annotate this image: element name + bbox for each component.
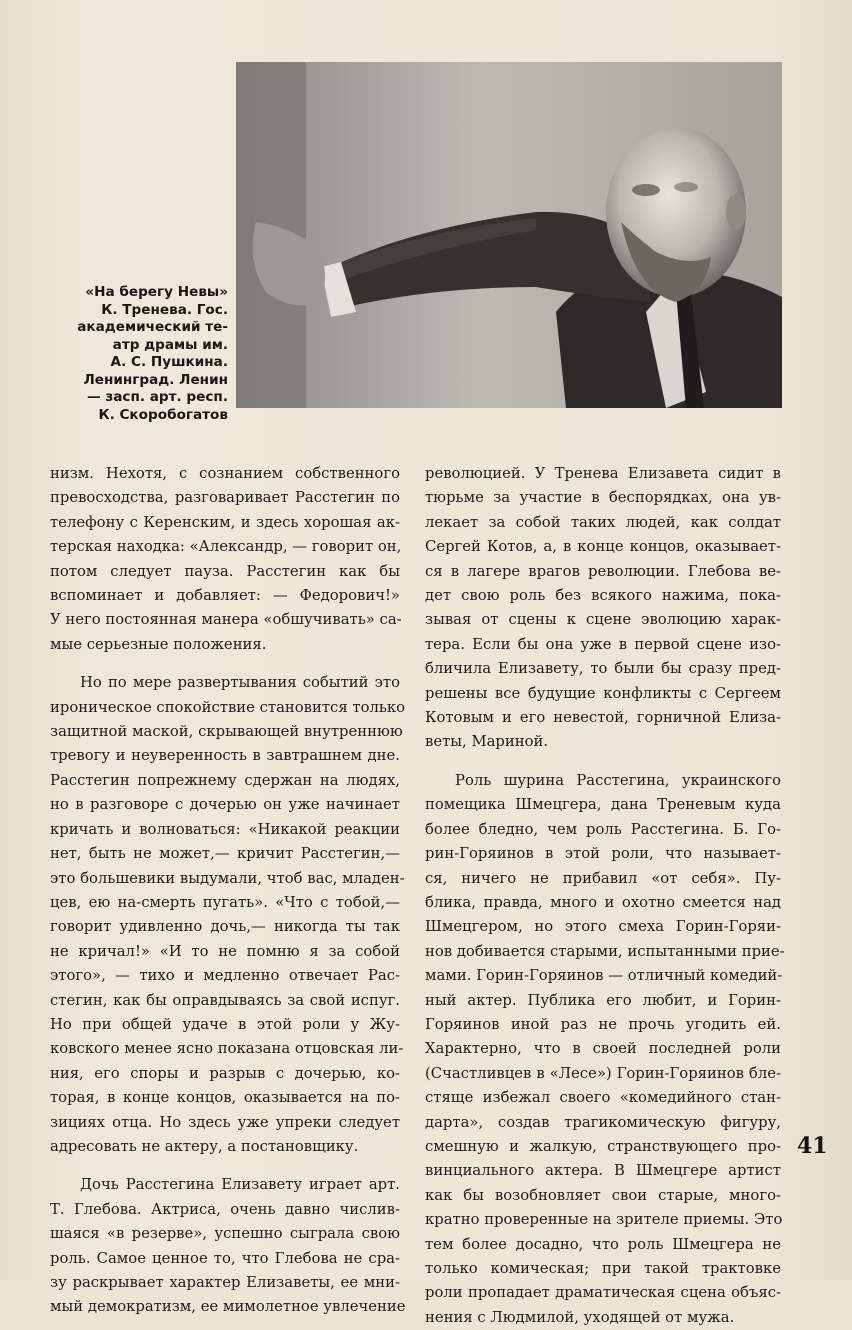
caption-line: атр драмы им. xyxy=(112,336,228,353)
text-line: но в разговоре с дочерью он уже начинает xyxy=(50,796,400,814)
text-line: лекает за собой таких людей, как солдат xyxy=(425,513,781,531)
text-line: Т. Глебова. Актриса, очень давно числив- xyxy=(50,1200,400,1218)
text-line: блика, правда, много и охотно смеется над xyxy=(425,893,781,911)
text-line: кричать и волноваться: «Никакой реакции xyxy=(50,820,400,838)
text-line: зициях отца. Но здесь уже упреки следует xyxy=(50,1113,400,1131)
text-line: терская находка: «Александр, — говорит он, xyxy=(50,538,402,556)
text-line: как бы возобновляет свои старые, много- xyxy=(425,1186,781,1204)
left-text-column xyxy=(50,462,406,1320)
text-line: низм. Нехотя, с сознанием собственного xyxy=(50,465,400,482)
text-line: говорит удивленно дочь,— никогда ты так xyxy=(50,918,400,936)
text-line: Расстегин попрежнему сдержан на людях, xyxy=(50,771,400,789)
text-line: Котовым и его невестой, горничной Елиза- xyxy=(425,709,781,727)
text-line: революцией. У Тренева Елизавета сидит в xyxy=(425,465,781,482)
caption-line: А. С. Пушкина. xyxy=(110,354,228,370)
caption-line: «На берегу Невы» xyxy=(85,284,228,300)
text-line: превосходства, разговаривает Расстегин по xyxy=(50,489,400,507)
text-line: У него постоянная манера «обшучивать» са- xyxy=(50,611,402,629)
right-text-column xyxy=(425,462,785,1330)
text-line: Горяинов иной раз не прочь угодить ей. xyxy=(425,1015,781,1033)
text-line: Шмецгером, но этого смеха Горин-Горяи- xyxy=(425,918,781,936)
text-line: смешную и жалкую, странствующего про- xyxy=(425,1137,781,1155)
text-line: Но при общей удаче в этой роли у Жу- xyxy=(50,1015,400,1033)
text-line: ный актер. Публика его любит, и Горин- xyxy=(425,991,781,1009)
text-line: ковского менее ясно показана отцовская ли- xyxy=(50,1040,404,1058)
text-line: мые серьезные положения. xyxy=(50,635,267,653)
text-line: Роль шурина Расстегина, украинского xyxy=(455,771,781,789)
text-line: мый демократизм, ее мимолетное увлечение xyxy=(50,1298,406,1316)
text-line: нения с Людмилой, уходящей от мужа. xyxy=(425,1308,735,1326)
text-line: помещика Шмецгера, дана Треневым куда xyxy=(425,796,781,814)
text-line: рин-Горяинов в этой роли, что называет- xyxy=(425,845,781,863)
text-line: ся в лагере врагов революции. Глебова ве- xyxy=(425,562,781,580)
text-line: Дочь Расстегина Елизавету играет арт. xyxy=(80,1176,400,1194)
text-line: дарта», создав трагикомическую фигуру, xyxy=(425,1113,781,1131)
text-line: тюрьме за участие в беспорядках, она ув- xyxy=(425,489,781,507)
caption-line: Ленинград. Ленин xyxy=(83,371,228,388)
paragraph xyxy=(425,462,781,755)
text-line: дет свою роль без всякого нажима, пока- xyxy=(425,587,781,605)
text-line: потом следует пауза. Расстегин как бы xyxy=(50,562,400,580)
text-line: защитной маской, скрывающей внутреннюю xyxy=(50,723,403,741)
text-line: зу раскрывает характер Елизаветы, ее мни- xyxy=(50,1274,400,1291)
text-line: веты, Мариной. xyxy=(425,733,549,751)
text-line: Но по мере развертывания событий это xyxy=(80,674,400,692)
text-line: нет, быть не может,— кричит Расстегин,— xyxy=(50,845,400,863)
text-line: бличила Елизавету, то были бы сразу пред- xyxy=(425,660,781,678)
theatre-photo xyxy=(236,62,782,408)
text-line: адресовать не актеру, а постановщику. xyxy=(50,1137,359,1155)
paragraph xyxy=(50,462,400,657)
text-line: винциального актера. В Шмецгере артист xyxy=(425,1162,781,1180)
text-line: стяще избежал своего «комедийного стан- xyxy=(425,1089,781,1107)
text-line: нов добивается старыми, испытанными прие- xyxy=(425,942,785,960)
text-line: кратно проверенные на зрителе приемы. Это xyxy=(425,1211,783,1229)
text-line: роль. Самое ценное то, что Глебова не сра- xyxy=(50,1249,400,1267)
text-line: мами. Горин-Горяинов — отличный комедий- xyxy=(425,967,783,985)
page-number: 41 xyxy=(797,1133,828,1159)
text-line: телефону с Керенским, и здесь хорошая ак- xyxy=(50,513,400,531)
text-line: цев, ею на-смерть пугать». «Что с тобой,— xyxy=(50,893,400,911)
text-line: роли пропадает драматическая сцена объяс- xyxy=(425,1284,781,1302)
text-line: стегин, как бы оправдываясь за свой испуг. xyxy=(50,991,400,1009)
text-line: ся, ничего не прибавил «от себя». Пу- xyxy=(425,869,781,887)
text-line: зывая от сцены к сцене эволюцию харак- xyxy=(425,611,781,629)
text-line: тера. Если бы она уже в первой сцене изо- xyxy=(425,635,781,653)
text-line: этого», — тихо и медленно отвечает Рас- xyxy=(50,967,400,985)
text-line: ния, его споры и разрыв с дочерью, ко- xyxy=(50,1064,400,1082)
paragraph xyxy=(50,1173,406,1319)
text-line: (Счастливцев в «Лесе») Горин-Горяинов бле- xyxy=(425,1064,781,1082)
text-line: тем более досадно, что роль Шмецгера не xyxy=(425,1235,781,1253)
text-line: только комическая; при такой трактовке xyxy=(425,1260,781,1277)
text-line: Сергей Котов, а, в конце концов, оказывает- xyxy=(425,538,781,556)
paragraph xyxy=(425,769,785,1330)
text-line: решены все будущие конфликты с Сергеем xyxy=(425,684,781,702)
paragraph xyxy=(50,671,406,1159)
text-line: более бледно, чем роль Расстегина. Б. Го- xyxy=(425,820,781,838)
text-line: ироническое спокойствие становится только xyxy=(50,698,406,716)
text-line: это большевики выдумали, чтоб вас, младен- xyxy=(50,869,405,887)
photo-illustration xyxy=(236,62,782,408)
text-line: вспоминает и добавляет: — Федорович!» xyxy=(50,587,400,605)
text-line: шаяся «в резерве», успешно сыграла свою xyxy=(50,1225,400,1243)
text-line: тревогу и неуверенность в завтрашнем дне. xyxy=(50,747,400,765)
text-line: не кричал!» «И то не помню я за собой xyxy=(50,942,400,960)
text-line: Характерно, что в своей последней роли xyxy=(425,1040,781,1058)
caption-line: академический те- xyxy=(77,319,228,335)
text-line: торая, в конце концов, оказывается на по- xyxy=(50,1089,400,1107)
caption-line: — засп. арт. респ. xyxy=(87,389,228,405)
caption-line: К. Тренева. Гос. xyxy=(101,301,228,318)
caption-line: К. Скоробогатов xyxy=(98,406,228,423)
photo-caption xyxy=(16,284,228,424)
